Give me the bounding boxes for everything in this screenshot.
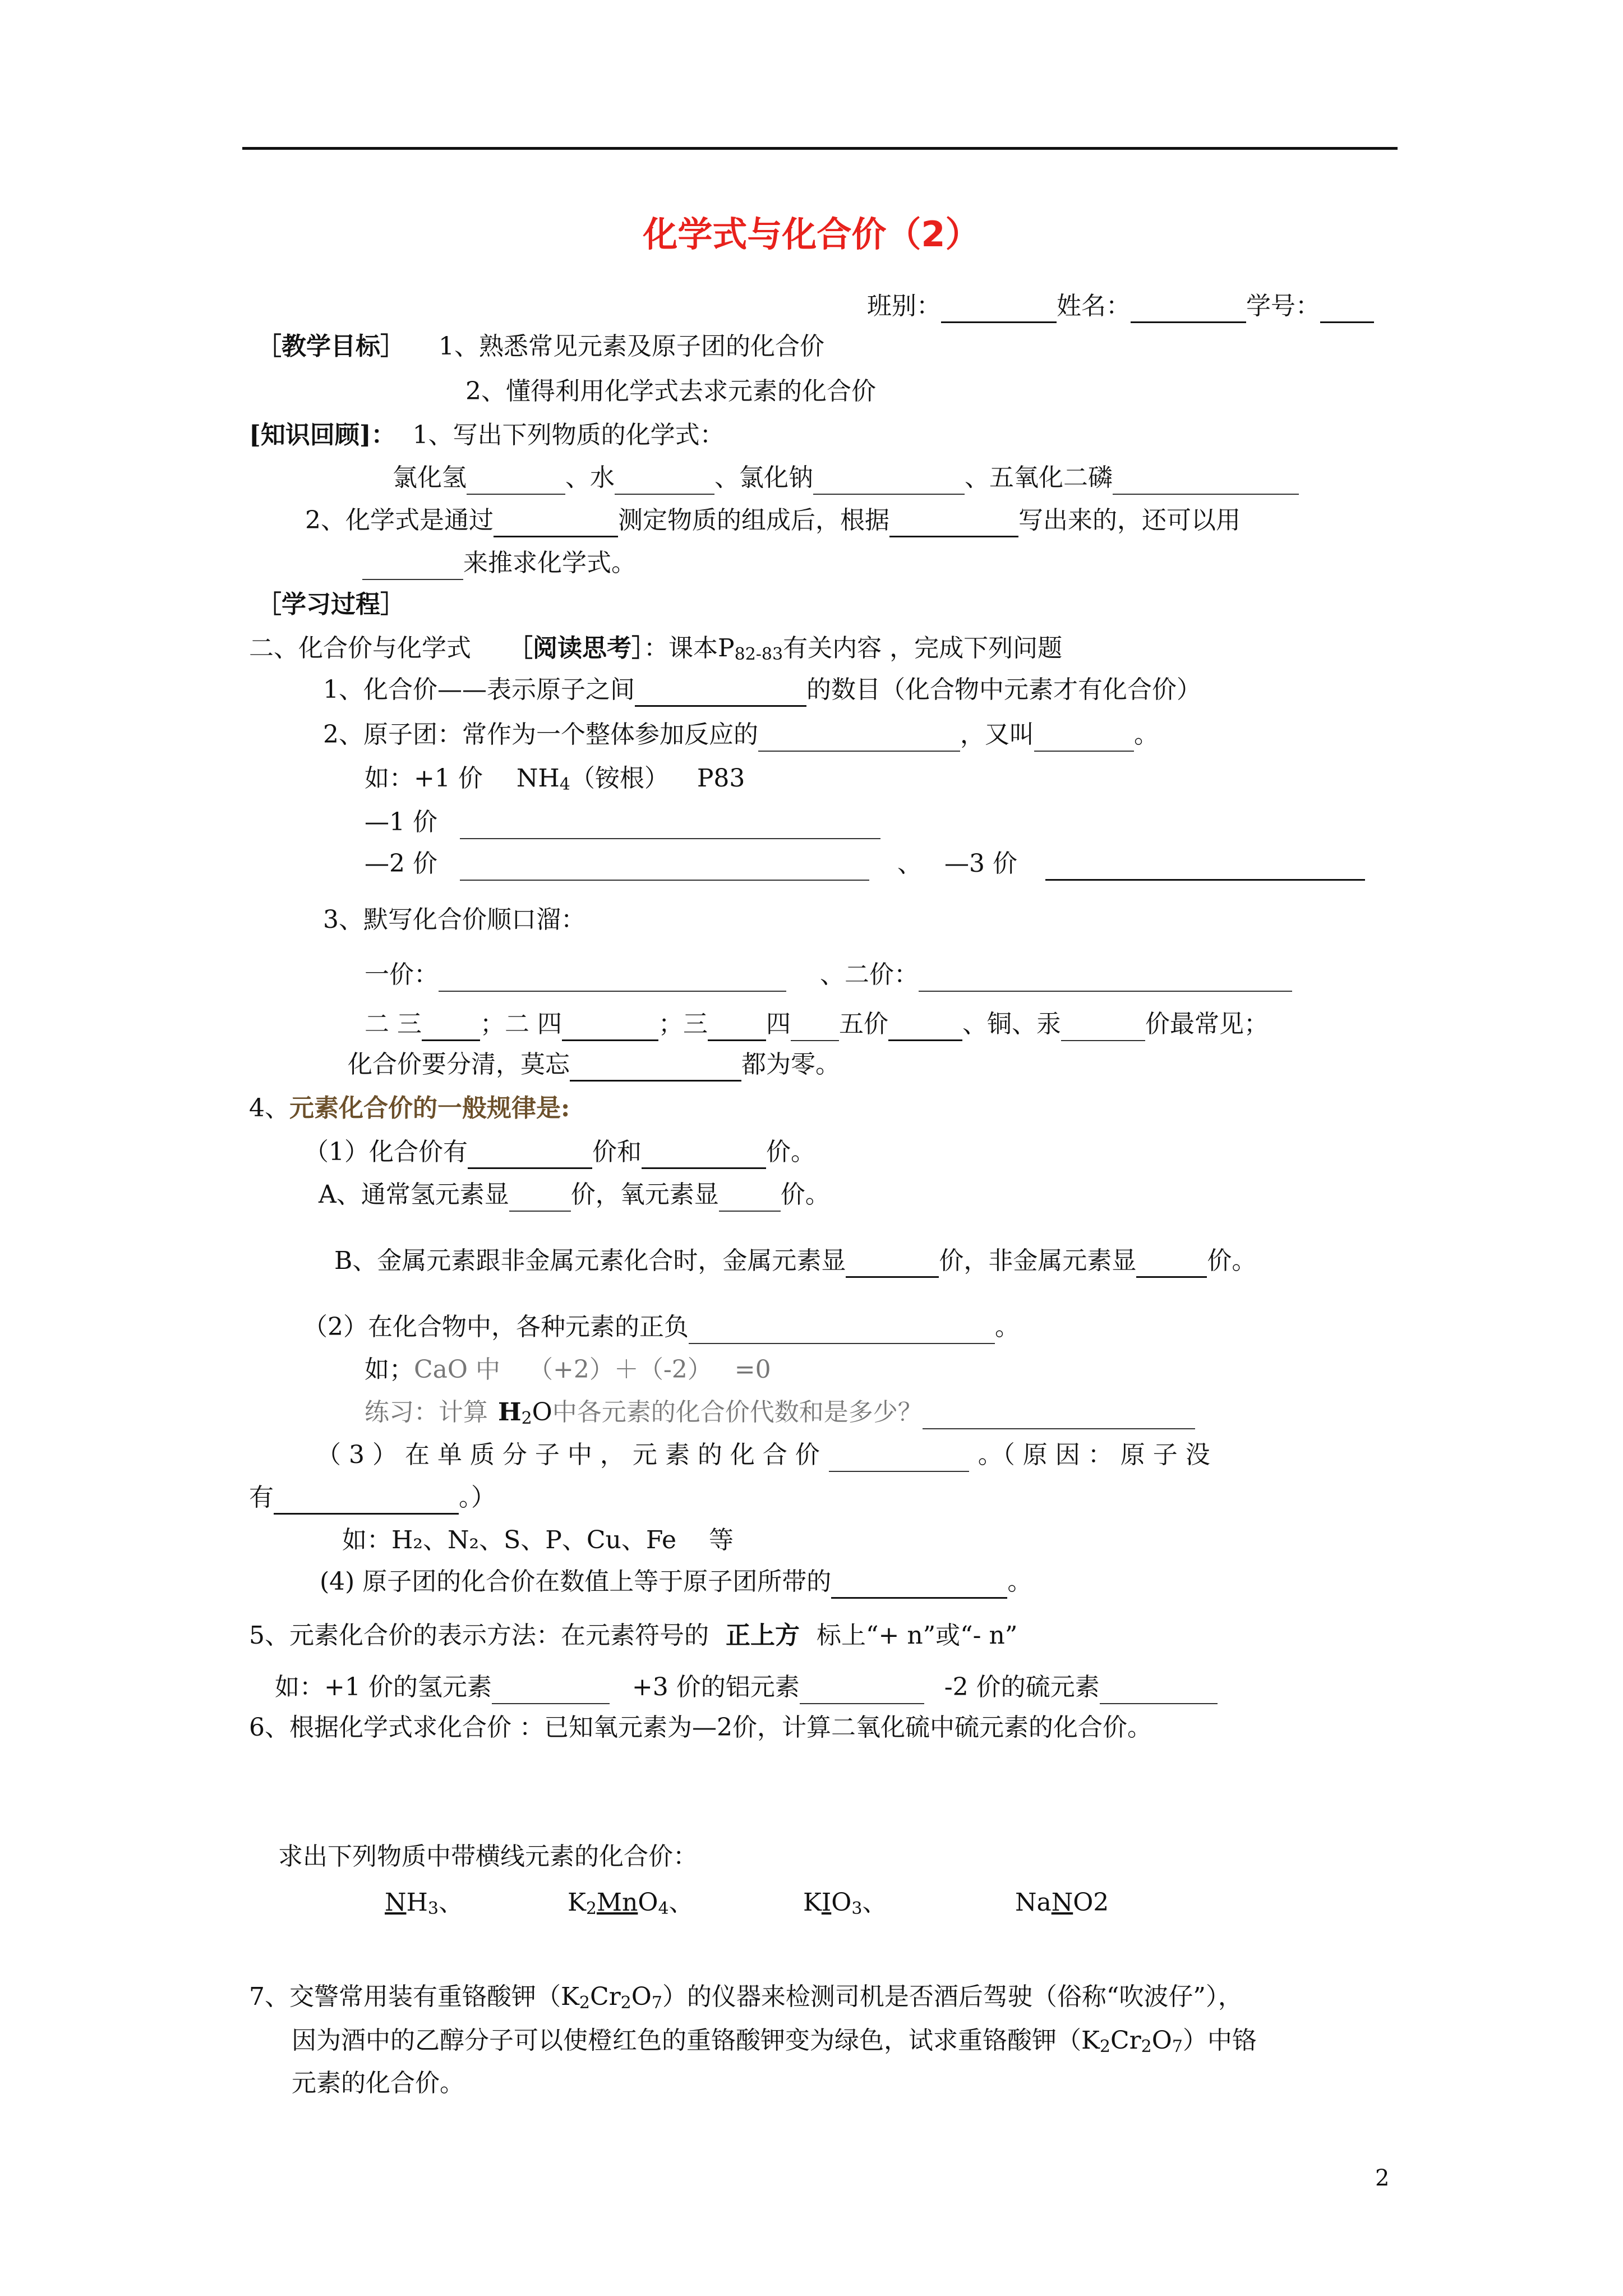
rule-3-b: 。（ 原 因 ： 原 子 没	[978, 1441, 1210, 1469]
formula-nano2	[1015, 1886, 1109, 1920]
formula-nh3	[385, 1886, 463, 1920]
item-water: 、水	[565, 463, 615, 492]
rule-3-line-2	[249, 1481, 496, 1515]
rule-2-a: （2）在化合物中，各种元素的正负	[303, 1313, 689, 1341]
rule-4-b: 。	[1007, 1567, 1032, 1596]
neg-1-line	[365, 806, 880, 839]
id-label: 学号：	[1246, 292, 1320, 320]
rhyme-line	[365, 1007, 1269, 1041]
two-valence-blank[interactable]	[919, 963, 1292, 992]
point-2-b: ，又叫	[960, 720, 1034, 749]
practice-o: O	[532, 1398, 552, 1427]
notation-a: 5、元素化合价的表示方法：在元素符号的	[249, 1621, 709, 1650]
example-formula-sub: 4	[559, 775, 570, 794]
rule-B-blank-1[interactable]	[846, 1248, 939, 1278]
item-p2o5: 、五氧化二磷	[965, 463, 1113, 492]
kio3-sep: 、	[862, 1888, 887, 1917]
rule-3-d: 。）	[459, 1483, 496, 1512]
q2-blank-2[interactable]	[889, 508, 1018, 537]
rule-2-blank[interactable]	[689, 1315, 995, 1344]
point-1-blank[interactable]	[635, 677, 806, 707]
q7-l2-s2: 2	[1141, 2037, 1152, 2056]
goals-line-1	[257, 330, 824, 364]
rule-B-a: B、金属元素跟非金属元素化合时，金属元素显	[334, 1246, 846, 1275]
q6-sub: 求出下列物质中带横线元素的化合价：	[278, 1842, 698, 1871]
page-range: 82-83	[734, 645, 783, 664]
nano2-na: Na	[1015, 1888, 1052, 1917]
rhyme-a: 二 三	[365, 1010, 422, 1038]
rhyme-blank-4[interactable]	[791, 1012, 839, 1041]
example-page: P83	[697, 764, 745, 793]
rhyme2-blank[interactable]	[570, 1052, 741, 1082]
rule-2-example	[365, 1353, 771, 1387]
q2-blank-3[interactable]	[362, 551, 463, 580]
notation-ex-al: +3 价的铝元素	[631, 1673, 800, 1701]
goal-1: 1、熟悉常见元素及原子团的化合价	[439, 332, 824, 361]
rule-1-b: 价和	[592, 1138, 642, 1166]
q7-l1-o: O	[631, 1982, 652, 2011]
rhyme-blank-5[interactable]	[888, 1011, 962, 1041]
rule-1-blank-1[interactable]	[468, 1139, 592, 1169]
rule-2-ex-result: =0	[734, 1355, 771, 1384]
nano2-o2: O2	[1073, 1888, 1109, 1917]
kio3-i: I	[821, 1888, 832, 1917]
formula-k2mno4	[568, 1886, 694, 1920]
q2-blank-1[interactable]	[494, 508, 618, 537]
section-2-title: 二、化合价与化学式	[249, 634, 471, 662]
point-1	[323, 673, 1201, 707]
rhyme-blank-6[interactable]	[1061, 1012, 1145, 1041]
practice-h: H	[498, 1398, 522, 1427]
rhyme2-b: 都为零。	[741, 1050, 840, 1079]
rule-A-c: 价。	[780, 1180, 830, 1209]
neg-2-label: —2 价	[365, 849, 437, 878]
nh3-h: H	[406, 1888, 428, 1917]
kio3-o: O	[831, 1888, 852, 1917]
rhyme-c: ；三	[658, 1010, 708, 1038]
review-q1: 1、写出下列物质的化学式：	[412, 421, 725, 449]
rule-3-blank-2[interactable]	[274, 1485, 459, 1515]
one-valence-label: 一价：	[365, 960, 439, 989]
nano2-n: N	[1051, 1888, 1073, 1917]
reading-text-2: 有关内容 ，完成下列问题	[783, 634, 1063, 662]
review-line-1	[249, 418, 725, 452]
q7-l2-d: ）中铬	[1182, 2026, 1257, 2055]
rhyme-b: ；二 四	[480, 1010, 562, 1038]
review-q2-line-2	[362, 546, 636, 580]
p2o5-blank[interactable]	[1113, 466, 1299, 495]
example-valence: 如：+1 价	[365, 764, 483, 793]
neg-2-blank[interactable]	[460, 852, 869, 881]
k2mno4-o: O	[638, 1888, 658, 1917]
rule-4-a: (4) 原子团的化合价在数值上等于原子团所带的	[320, 1567, 832, 1596]
rhyme-d: 四	[766, 1010, 791, 1038]
rhyme2-a: 化合价要分清，莫忘	[348, 1050, 570, 1079]
q7-l1-a: 7、交警常用装有重铬酸钾（K	[249, 1982, 579, 2011]
rhyme-blank-2[interactable]	[562, 1011, 658, 1041]
rules-title: 元素化合价的一般规律是:	[289, 1094, 570, 1122]
q7-line-1	[249, 1980, 1243, 2014]
rhyme-f: 、铜、汞	[962, 1010, 1061, 1038]
student-info-line	[867, 289, 1374, 323]
practice-a: 练习：计算	[365, 1398, 488, 1427]
neg-1-label: —1 价	[365, 808, 437, 836]
k2mno4-sep: 、	[668, 1888, 694, 1917]
k2mno4-mn: Mn	[596, 1888, 638, 1917]
review-label: [知识回顾]：	[249, 421, 396, 449]
process-label: ［学习过程］	[257, 590, 405, 619]
rule-3-line-1	[316, 1438, 1210, 1472]
rule-B-blank-2[interactable]	[1136, 1248, 1207, 1278]
q7-l1-s2: 2	[620, 1993, 631, 2013]
rule-B-b: 价，非金属元素显	[939, 1246, 1137, 1275]
rule-A	[319, 1178, 830, 1212]
q7-l1-cr: Cr	[589, 1982, 621, 2011]
reading-label: ［阅读思考］	[508, 634, 644, 662]
notation-line	[249, 1619, 1017, 1653]
rule-1	[304, 1135, 815, 1169]
practice-h-sub: 2	[521, 1409, 532, 1428]
rule-3-example: 如：H₂、N₂、S、P、Cu、Fe 等	[342, 1526, 734, 1554]
neg-3-blank[interactable]	[1045, 851, 1365, 881]
kio3-sub: 3	[851, 1899, 863, 1918]
rules-heading	[249, 1092, 570, 1125]
goal-2: 2、懂得利用化学式去求元素的化合价	[465, 377, 876, 406]
q7-line-3: 元素的化合价。	[292, 2069, 464, 2097]
point-2	[323, 718, 1159, 752]
goals-label: ［教学目标］	[257, 332, 405, 361]
q7-l2-o: O	[1151, 2026, 1172, 2055]
q2-text-a: 2、化学式是通过	[305, 506, 494, 535]
rhyme-one-line	[365, 958, 1292, 992]
rule-B-c: 价。	[1207, 1246, 1257, 1275]
rule-4-blank[interactable]	[831, 1569, 1007, 1599]
rule-1-c: 价。	[766, 1138, 815, 1166]
two-valence-label: 、二价：	[820, 960, 919, 989]
formula-kio3	[803, 1886, 887, 1920]
q2-text-c: 写出来的，还可以用	[1018, 506, 1241, 535]
rule-1-blank-2[interactable]	[642, 1139, 766, 1169]
notation-ex-s: -2 价的硫元素	[944, 1673, 1100, 1701]
point-1-b: 的数目（化合物中元素才有化合价）	[806, 675, 1201, 704]
review-formula-line	[393, 461, 1299, 495]
one-valence-blank[interactable]	[439, 963, 786, 992]
rule-A-blank-2[interactable]	[719, 1182, 781, 1212]
notation-blank-s[interactable]	[1100, 1675, 1218, 1704]
q7-l2-cr: Cr	[1110, 2026, 1141, 2055]
rule-2-ex-formula: CaO 中	[414, 1355, 500, 1384]
rhyme-g: 价最常见；	[1145, 1010, 1269, 1038]
class-blank[interactable]	[941, 293, 1057, 323]
neg-sep: 、	[897, 849, 922, 878]
q6-text: 6、根据化学式求化合价 ：已知氧元素为—2价，计算二氧化硫中硫元素的化合价。	[249, 1713, 1152, 1742]
q7-l1-s3: 7	[651, 1993, 662, 2013]
point-1-a: 1、化合价——表示原子之间	[323, 675, 635, 704]
hcl-blank[interactable]	[467, 466, 565, 495]
point-2-blank-1[interactable]	[758, 723, 960, 752]
k2mno4-sub1: 2	[585, 1899, 597, 1918]
nh3-sep: 、	[438, 1888, 463, 1917]
q7-l1-d: ）的仪器来检测司机是否酒后驾驶（俗称“吹波仔”），	[662, 1982, 1243, 2011]
q7-l2-s3: 7	[1172, 2037, 1183, 2056]
q7-l2-a: 因为酒中的乙醇分子可以使橙红色的重铬酸钾变为绿色，试求重铬酸钾（K	[292, 2026, 1100, 2055]
q2-text-b: 测定物质的组成后，根据	[618, 506, 889, 535]
rhyme-blank-1[interactable]	[422, 1011, 480, 1041]
review-q2-line	[305, 504, 1241, 537]
point-3: 3、默写化合价顺口溜：	[323, 905, 585, 934]
name-label: 姓名：	[1057, 292, 1131, 320]
rhyme-e: 五价	[839, 1010, 888, 1038]
point-2-a: 2、原子团：常作为一个整体参加反应的	[323, 720, 758, 749]
neg-2-3-line	[365, 847, 1365, 881]
neg-1-blank[interactable]	[460, 810, 880, 839]
notation-c: 标上“+ n”或“- n”	[817, 1621, 1018, 1650]
rule-3-blank-1[interactable]	[829, 1443, 969, 1472]
nh3-n: N	[385, 1888, 407, 1917]
notation-b: 正上方	[726, 1621, 800, 1650]
practice-blank[interactable]	[923, 1400, 1195, 1429]
rule-2	[303, 1310, 1020, 1344]
point-2-c: 。	[1134, 720, 1159, 749]
notation-blank-h[interactable]	[492, 1675, 610, 1704]
example-name: （铵根）	[570, 764, 669, 793]
section-2-heading	[249, 632, 1062, 665]
rules-number: 4、	[249, 1094, 289, 1122]
name-blank[interactable]	[1131, 293, 1246, 323]
q7-line-2	[292, 2024, 1257, 2058]
page-number: 2	[1375, 2165, 1390, 2191]
q7-l1-s1: 2	[579, 1993, 590, 2013]
rhyme-blank-3[interactable]	[708, 1011, 766, 1041]
item-hcl: 氯化氢	[393, 463, 467, 492]
notation-ex-h: 如：+1 价的氢元素	[275, 1673, 492, 1701]
rule-A-a: A、通常氢元素显	[319, 1180, 509, 1209]
rule-4	[320, 1565, 1032, 1599]
rule-2-ex-prefix: 如；	[365, 1355, 414, 1384]
rule-2-ex-sum: （+2）＋（-2）	[528, 1355, 712, 1384]
class-label: 班别：	[867, 292, 941, 320]
rule-A-b: 价，氧元素显	[570, 1180, 719, 1209]
notation-blank-al[interactable]	[800, 1675, 924, 1704]
rule-A-blank-1[interactable]	[509, 1182, 571, 1212]
point-2-blank-2[interactable]	[1034, 723, 1134, 752]
item-nacl: 、氯化钠	[714, 463, 813, 492]
rhyme-line-2	[348, 1048, 840, 1082]
rule-3-a: （ 3 ） 在 单 质 分 子 中 ， 元 素 的 化 合 价	[316, 1441, 820, 1469]
neg-3-label: —3 价	[944, 849, 1017, 878]
rule-B	[334, 1244, 1256, 1278]
k2mno4-sub2: 4	[658, 1899, 669, 1918]
q2-text-d: 来推求化学式。	[463, 549, 636, 577]
page-title: 化学式与化合价（2）	[643, 214, 980, 255]
rule-2-b: 。	[995, 1313, 1020, 1341]
rule-1-a: （1）化合价有	[304, 1138, 468, 1166]
notation-example	[275, 1671, 1218, 1704]
reading-text: ：课本P	[644, 634, 735, 662]
practice-line	[365, 1396, 1195, 1429]
k2mno4-k: K	[568, 1888, 586, 1917]
nacl-blank[interactable]	[813, 466, 965, 495]
nh3-sub: 3	[427, 1899, 439, 1918]
q7-l2-s1: 2	[1099, 2037, 1110, 2056]
example-formula: NH	[516, 764, 560, 793]
example-ammonium	[365, 762, 745, 795]
rule-3-c: 有	[249, 1483, 274, 1512]
kio3-k: K	[803, 1888, 822, 1917]
water-blank[interactable]	[615, 466, 714, 495]
practice-question: 中各元素的化合价代数和是多少？	[552, 1398, 923, 1427]
header-rule	[242, 147, 1398, 150]
id-blank[interactable]	[1320, 293, 1374, 323]
